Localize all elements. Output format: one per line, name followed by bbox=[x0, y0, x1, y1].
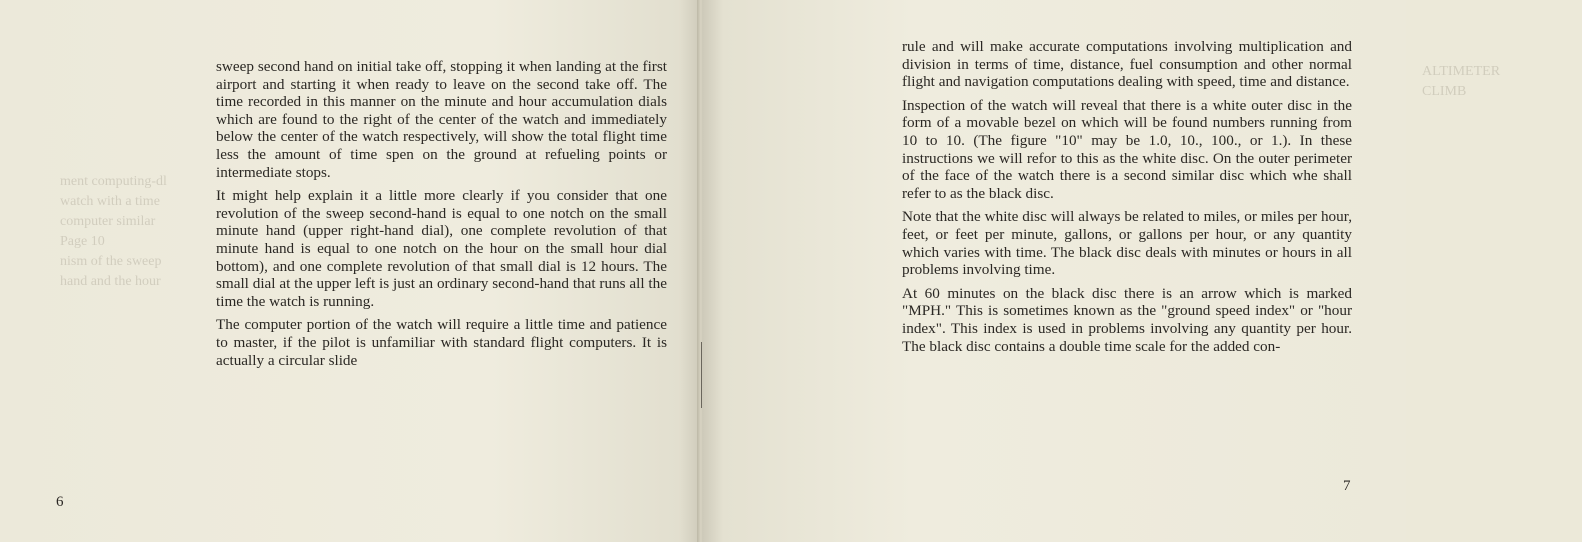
paragraph: Note that the white disc will always be related to miles, or miles per hour, feet, or feet per minute, gallons, or gallons per hour, or any quantity which varies with time. The black disc deals with minutes or hours in all problems involving time. bbox=[902, 208, 1352, 279]
show-through-text: ALTIMETER CLIMB bbox=[1422, 64, 1501, 99]
paragraph: Inspection of the watch will reveal that there is a white outer disc in the form of a movable bezel on which will be found numbers running from 10 to 10. (The figure "10" may be 1.0, 10., 100., or 1.). In these instructions we will refor to this as the white disc. On the outer perimeter of the face of the watch there is a second similar disc which whe shall refer to as the black disc. bbox=[902, 96, 1352, 202]
right-page bbox=[702, 0, 1501, 542]
right-page-body bbox=[902, 38, 1352, 361]
paragraph: The computer portion of the watch will require a little time and patience to master, if the pilot is unfamiliar with standard flight computers. It is actually a circular slide bbox=[216, 316, 667, 369]
paragraph: rule and will make accurate computations involving multiplication and division in terms of time, distance, fuel consumption and other normal flight and navigation computations dealing with speed, time and distance. bbox=[902, 38, 1352, 91]
paragraph: sweep second hand on initial take off, stopping it when landing at the first airport and starting it when ready to leave on the second take off. The time recorded in this manner on the minute and hour accumulation dials which are found to the right of the center of the watch and immediately below the center of the watch respectively, will show the total flight time less the amount of time spen on the ground at refueling points or intermediate stops. bbox=[216, 58, 667, 181]
show-through-text: ment computing-dl watch with a time computer similar Page 10 nism of the sweep hand and the hour bbox=[60, 174, 167, 289]
paragraph: It might help explain it a little more clearly if you consider that one revolution of the sweep second-hand is equal to one notch on the small minute hand (upper right-hand dial), one complete revolution of that minute hand is equal to one notch on the hour on the small hour dial bottom), and one complete revolution of that small dial is 12 hours. The small dial at the upper left is just an ordinary second-hand that runs all the time the watch is running. bbox=[216, 187, 667, 310]
page-number-right: 7 bbox=[1343, 478, 1351, 494]
paragraph: At 60 minutes on the black disc there is an arrow which is marked "MPH." This is sometimes known as the "ground speed index" or "hour index". This index is used in problems involving any quantity per hour. The black disc contains a double time scale for the added con- bbox=[902, 284, 1352, 355]
page-number-left: 6 bbox=[56, 494, 64, 510]
left-page-body bbox=[216, 58, 667, 375]
left-page bbox=[0, 0, 700, 542]
